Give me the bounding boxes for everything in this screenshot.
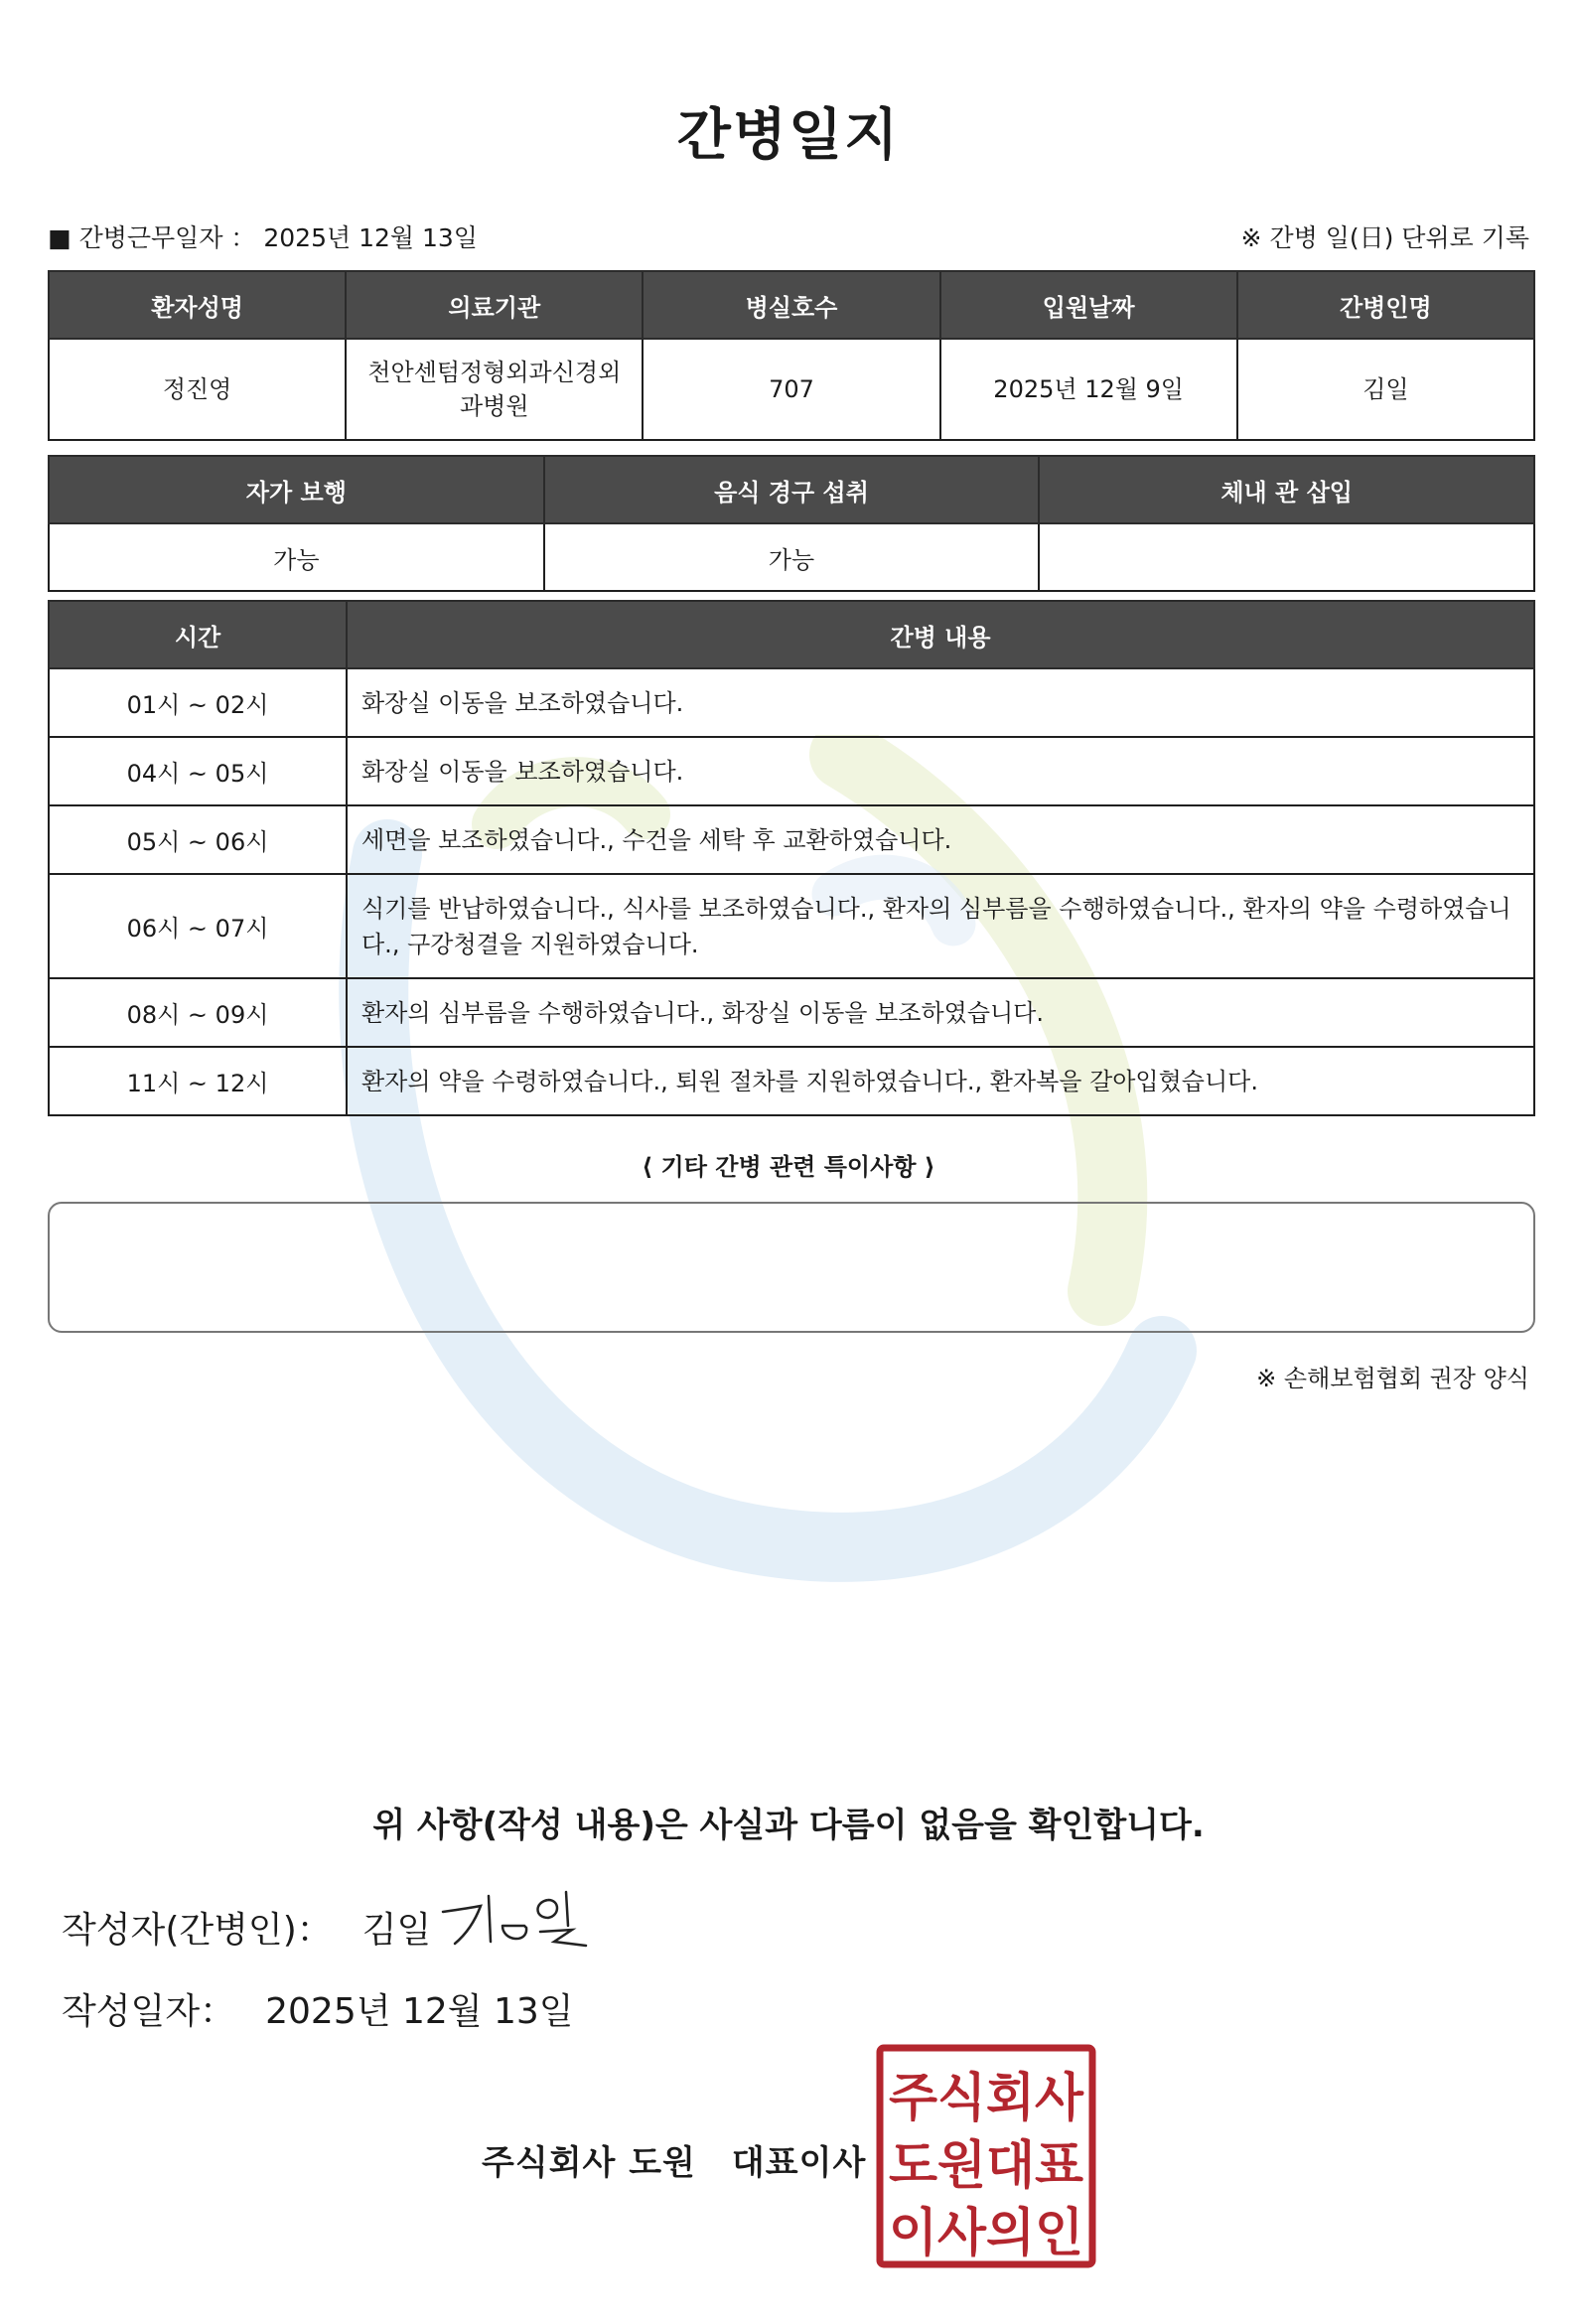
- special-notes-box: [48, 1202, 1535, 1333]
- header-caregiver: 간병인명: [1237, 271, 1534, 339]
- company-role: 대표이사: [731, 2143, 867, 2183]
- header-room: 병실호수: [643, 271, 939, 339]
- content-cell: 화장실 이동을 보조하였습니다.: [347, 737, 1534, 805]
- content-cell: 화장실 이동을 보조하였습니다.: [347, 668, 1534, 737]
- content-cell: 환자의 심부름을 수행하였습니다., 화장실 이동을 보조하였습니다.: [347, 978, 1534, 1047]
- admission-date: 2025년 12월 9일: [940, 339, 1237, 440]
- content-cell: 세면을 보조하였습니다., 수건을 세탁 후 교환하였습니다.: [347, 805, 1534, 874]
- header-care-content: 간병 내용: [347, 601, 1534, 668]
- handwritten-signature: [437, 1882, 596, 1961]
- table-row: [49, 737, 1534, 805]
- patient-header-row: [49, 271, 1534, 339]
- header-oral-intake: 음식 경구 섭취: [544, 456, 1040, 523]
- header-hospital: 의료기관: [346, 271, 643, 339]
- oral-intake-value: 가능: [544, 523, 1040, 591]
- special-notes-label: ⟨ 기타 간병 관련 특이사항 ⟩: [642, 1153, 935, 1181]
- seal-line: 이사의인: [889, 2204, 1083, 2263]
- patient-info-table: [48, 270, 1535, 441]
- patient-name: 정진영: [49, 339, 346, 440]
- time-cell: 08시 ~ 09시: [49, 978, 347, 1047]
- work-date-label: ■ 간병근무일자 ： 2025년 12월 13일: [48, 223, 478, 252]
- tube-insertion-value: [1039, 523, 1534, 591]
- written-date-value: 2025년 12월 13일: [265, 1991, 574, 2032]
- unit-note: ※ 간병 일(日) 단위로 기록: [1240, 223, 1529, 252]
- table-row: [49, 805, 1534, 874]
- status-header-row: [49, 456, 1534, 523]
- time-cell: 04시 ~ 05시: [49, 737, 347, 805]
- table-row: [49, 978, 1534, 1047]
- content-cell: 환자의 약을 수령하였습니다., 퇴원 절차를 지원하였습니다., 환자복을 갈아입혔습니다.: [347, 1047, 1534, 1115]
- time-cell: 01시 ~ 02시: [49, 668, 347, 737]
- company-line: [482, 2135, 866, 2184]
- company-seal-stamp: [876, 2044, 1096, 2268]
- seal-line: 도원대표: [889, 2136, 1083, 2196]
- table-row: [49, 1047, 1534, 1115]
- written-date-label: 작성일자：: [62, 1991, 236, 2032]
- writer-line: [62, 1902, 431, 1953]
- care-header-row: [49, 601, 1534, 668]
- header-patient-name: 환자성명: [49, 271, 346, 339]
- time-cell: 06시 ~ 07시: [49, 874, 347, 978]
- hospital-name: 천안센텀정형외과신경외과병원: [346, 339, 643, 440]
- company-name: 주식회사 도원: [482, 2143, 696, 2183]
- header-time: 시간: [49, 601, 347, 668]
- writer-label: 작성자(간병인)：: [62, 1910, 333, 1951]
- patient-value-row: [49, 339, 1534, 440]
- header-self-walking: 자가 보행: [49, 456, 544, 523]
- header-admission-date: 입원날짜: [940, 271, 1237, 339]
- table-row: [49, 874, 1534, 978]
- confirmation-statement: 위 사항(작성 내용)은 사실과 다름이 없음을 확인합니다.: [372, 1806, 1205, 1845]
- time-cell: 05시 ~ 06시: [49, 805, 347, 874]
- header-tube-insertion: 체내 관 삽입: [1039, 456, 1534, 523]
- care-log-table: [48, 600, 1535, 1116]
- time-cell: 11시 ~ 12시: [49, 1047, 347, 1115]
- writer-name: 김일: [361, 1910, 432, 1951]
- room-number: 707: [643, 339, 939, 440]
- written-date-line: [62, 1983, 574, 2034]
- patient-status-table: [48, 455, 1535, 592]
- self-walking-value: 가능: [49, 523, 544, 591]
- status-value-row: [49, 523, 1534, 591]
- table-row: [49, 668, 1534, 737]
- recommend-note: ※ 손해보험협회 권장 양식: [1256, 1365, 1529, 1392]
- seal-line: 주식회사: [889, 2069, 1084, 2128]
- caregiver-name: 김일: [1237, 339, 1534, 440]
- document-title: 간병일지: [676, 103, 901, 168]
- content-cell: 식기를 반납하였습니다., 식사를 보조하였습니다., 환자의 심부름을 수행하였습니다., 환자의 약을 수령하였습니다., 구강청결을 지원하였습니다.: [347, 874, 1534, 978]
